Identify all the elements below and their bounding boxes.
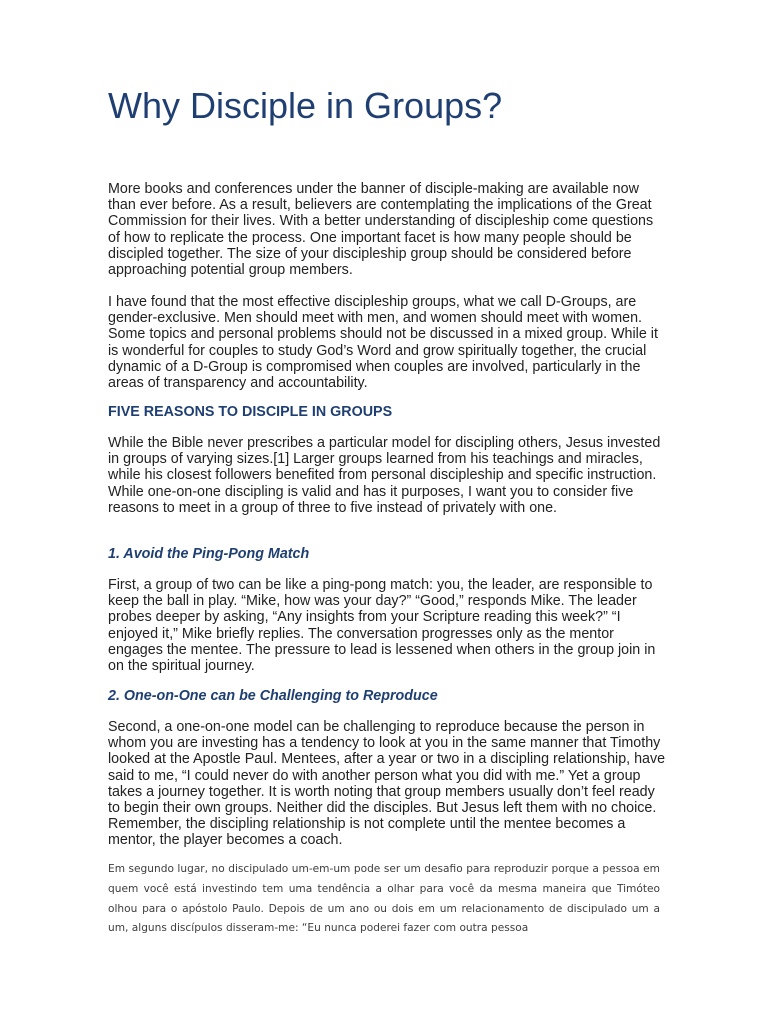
- paragraph-portuguese: Em segundo lugar, no discipulado um-em-um pode ser um desafio para reproduzir porque a pessoa em quem você está investindo tem uma tendência a olhar para você da mesma maneira que Timóteo olhou para o apóstolo Paulo. Depois de um ano ou dois em um relacionamento de discipulado um a um, alguns discípulos disseram-me: “Eu nunca poderei fazer com outra pessoa: [108, 863, 660, 935]
- paragraph-intro: More books and conferences under the banner of disciple-making are available now than ever before. As a result, believers are contemplating the implications of the Great Commission for their lives. With a better understanding of discipleship come questions of how to replicate the process. One important facet is how many people should be discipled together. The size of your discipleship group should be considered before approaching potential group members.: [108, 181, 654, 279]
- subheading-reproduce: 2. One-on-One can be Challenging to Reproduce: [108, 688, 438, 704]
- paragraph-reproduce: Second, a one-on-one model can be challenging to reproduce because the person in whom you are investing has a tendency to look at you in the same manner that Timothy looked at the Apostle Paul. Mentees, after a year or two in a discipling relationship, have said to me, “I could never do with another person what you did with me.” Yet a group takes a journey together. It is worth noting that group members usually don’t feel ready to begin their own groups. Neither did the disciples. But Jesus left them with no choice. Remember, the discipling relationship is not complete until the mentee becomes a mentor, the player becomes a coach.: [108, 719, 666, 849]
- page-title: Why Disciple in Groups?: [108, 85, 503, 126]
- paragraph-d-groups: I have found that the most effective discipleship groups, what we call D-Groups, are gender-exclusive. Men should meet with men, and women should meet with women. Some topics and personal problems should not be discussed in a mixed group. While it is wonderful for couples to study God’s Word and grow spiritually together, the crucial dynamic of a D-Group is compromised when couples are involved, particularly in the areas of transparency and accountability.: [108, 294, 658, 392]
- section-heading-five-reasons: FIVE REASONS TO DISCIPLE IN GROUPS: [108, 404, 393, 420]
- subheading-ping-pong: 1. Avoid the Ping-Pong Match: [108, 546, 310, 562]
- paragraph-ping-pong: First, a group of two can be like a ping-pong match: you, the leader, are responsible to keep the ball in play. “Mike, how was your day?” “Good,” responds Mike. The leader probes deeper by asking, “Any insights from your Scripture reading this week?” “I enjoyed it,” Mike briefly replies. The conversation progresses only as the mentor engages the mentee. The pressure to lead is lessened when others in the group join in on the spiritual journey.: [108, 577, 656, 675]
- paragraph-bible-model: While the Bible never prescribes a particular model for discipling others, Jesus invested in groups of varying sizes.[1] Larger groups learned from his teachings and miracles, while his closest followers benefited from personal discipleship and specific instruction. While one-on-one discipling is valid and has it purposes, I want you to consider five reasons to meet in a group of three to five instead of privately with one.: [108, 435, 661, 516]
